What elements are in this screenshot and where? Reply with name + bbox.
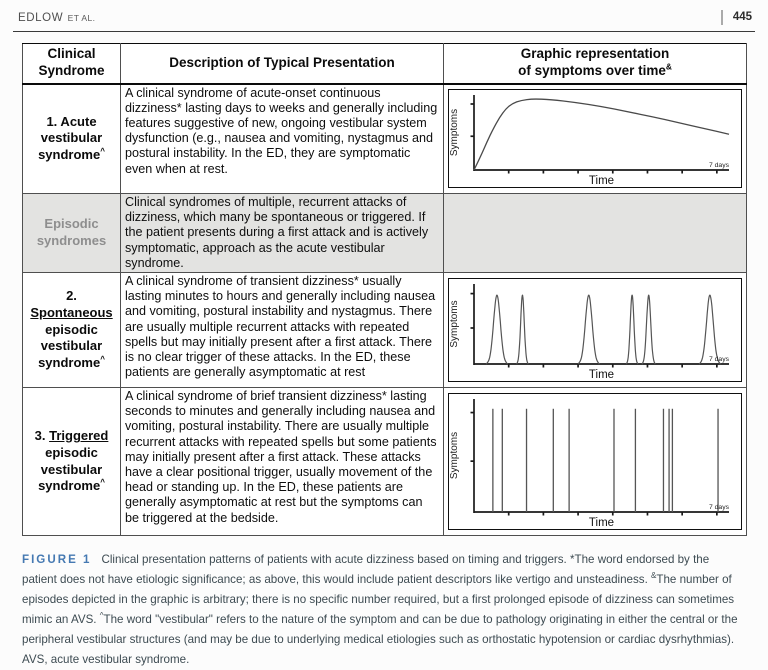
svg-text:Symptoms: Symptoms: [449, 431, 460, 480]
syndrome-number: 3.: [34, 428, 50, 444]
spontaneous-spikes-chart: [449, 279, 737, 381]
svg-text:7 days: 7 days: [708, 504, 729, 512]
symptom-chart-avs: [448, 89, 742, 188]
avs-symptom-curve-chart: [449, 90, 737, 187]
syndrome-description-triggered: A clinical syndrome of brief transient dizziness* lasting seconds to minutes and generally including nausea and vomiting, postural instability. There are usually multiple recurrent attacks with repeated spells but some patients may initially present after a first attack. These attacks have a clear positional trigger, usually movement of the head or standing up. In the ED, these patients are generally asymptomatic at rest but the symptoms can be triggered at the bedside.: [121, 388, 444, 536]
syndrome-name-rest: episodic vestibular syndrome: [38, 321, 103, 370]
graphic-cell-avs: [444, 84, 747, 194]
graphic-cell-triggered: [444, 388, 747, 536]
table-row-triggered-episodic: [23, 388, 747, 536]
syndrome-name-sup: ^: [100, 146, 105, 156]
syndrome-name-triggered: [23, 388, 121, 536]
syndrome-keyword-underlined: Triggered: [49, 428, 109, 444]
caption-sup-ampersand: &: [651, 571, 657, 581]
syndrome-keyword-underlined: Spontaneous: [30, 305, 113, 321]
syndrome-name-spontaneous: [23, 273, 121, 388]
symptom-chart-spontaneous: [448, 278, 742, 382]
syndrome-name-text: 1. Acute vestibular syndrome: [38, 113, 103, 163]
graphic-cell-episodic-empty: [444, 194, 747, 273]
table-row-acute-vestibular-syndrome: [23, 84, 747, 194]
page-number-group: [721, 10, 752, 25]
svg-text:7 days: 7 days: [708, 356, 729, 364]
col-header-graphic-line2: of symptoms over time: [518, 63, 666, 79]
svg-text:Symptoms: Symptoms: [449, 300, 460, 348]
symptom-chart-triggered: [448, 393, 742, 530]
svg-text:Symptoms: Symptoms: [449, 109, 460, 157]
running-head-etal: ET AL.: [67, 13, 96, 23]
table-header-row: [23, 44, 747, 84]
svg-text:Time: Time: [588, 175, 615, 188]
table-row-spontaneous-episodic: [23, 273, 747, 388]
syndrome-description-avs: A clinical syndrome of acute-onset continuous dizziness* lasting days to weeks and generally including features suggestive of new, ongoing vestibular system dysfunction (e.g., nausea and vomiting, nystagmus and postural instability. In the ED, they are symptomatic even when at rest.: [121, 84, 444, 194]
header-divider: [721, 10, 723, 25]
syndrome-name-sup: ^: [100, 354, 105, 364]
clinical-syndrome-table: [22, 43, 747, 536]
col-header-graphic-line1: Graphic representation: [520, 46, 670, 62]
graphic-cell-spontaneous: [444, 273, 747, 388]
figure-label: FIGURE 1: [22, 553, 92, 567]
syndrome-name-rest: episodic vestibular syndrome: [38, 444, 103, 494]
running-head-authors: [18, 8, 95, 26]
table-row-episodic-syndromes: [23, 194, 747, 273]
syndrome-name-episodic: Episodic syndromes: [23, 194, 121, 273]
caption-part3: The word "vestibular" refers to the nature of the symptom and can be due to pathology originating in either the central or the peripheral vestibular structures (and may be due to underlying medical etiologies such as orthostatic hypotension or cardiac dysrhythmias). AVS, acute vestibular syndrome.: [22, 613, 738, 667]
figure-caption: [22, 550, 746, 670]
svg-text:Time: Time: [588, 517, 615, 530]
col-header-clinical-syndrome: Clinical Syndrome: [23, 44, 121, 84]
svg-text:7 days: 7 days: [708, 162, 729, 170]
caption-part2: The number of episodes depicted in the graphic is arbitrary; there is no specific number required, but a first prolonged episode of dizziness can sometimes mimic an AVS.: [22, 573, 735, 627]
triggered-impulses-chart: [449, 394, 737, 529]
syndrome-name-avs: [23, 84, 121, 194]
caption-part1: Clinical presentation patterns of patients with acute dizziness based on timing and triggers. *The word endorsed by the patient does not have etiologic significance; as above, this would include patient descriptors like vertigo and unsteadiness.: [22, 553, 710, 587]
page-header: [0, 0, 768, 26]
caption-sup-caret: ^: [99, 611, 104, 621]
col-header-graphic-sup: &: [665, 61, 672, 72]
page-number: 445: [732, 11, 752, 23]
header-rule: [13, 31, 755, 32]
col-header-description: Description of Typical Presentation: [121, 44, 444, 84]
svg-text:Time: Time: [588, 369, 615, 382]
running-head-author: EDLOW: [18, 12, 64, 24]
syndrome-description-episodic: Clinical syndromes of multiple, recurrent attacks of dizziness, which many be spontaneous or triggered. If the patient presents during a first attack and is actively symptomatic, approach as the acute vestibular syndrome.: [121, 194, 444, 273]
syndrome-number: 2.: [66, 288, 77, 304]
syndrome-name-sup: ^: [100, 477, 105, 487]
col-header-graphic: [444, 44, 747, 84]
syndrome-description-spontaneous: A clinical syndrome of transient dizziness* usually lasting minutes to hours and generally including nausea and vomiting, postural instability and nystagmus. There are usually multiple recurrent attacks with repeated spells but may initially present after a first attack. There is no clear trigger of these attacks. In the ED, these patients are generally asymptomatic at rest: [121, 273, 444, 388]
